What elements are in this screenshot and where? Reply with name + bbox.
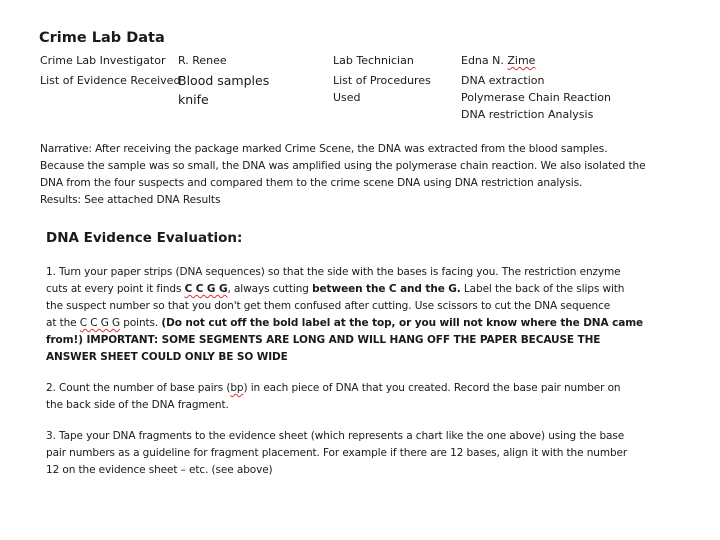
- procedure-item: Polymerase Chain Reaction: [461, 91, 611, 104]
- procedures-label-cont: Used: [333, 91, 361, 104]
- text: Label the back of the slips with: [460, 283, 625, 295]
- evaluation-title: DNA Evidence Evaluation:: [46, 230, 243, 246]
- evidence-item: Blood samples: [178, 73, 270, 88]
- emphasis: (Do not cut off the bold label at the top, or you will not know where the DNA came: [161, 317, 644, 329]
- investigator-name: R. Renee: [178, 54, 227, 67]
- text: 2. Count the number of base pairs (: [46, 382, 231, 394]
- step3-line: pair numbers as a guideline for fragment placement. For example if there are 12 bases, align it with the number: [46, 447, 628, 459]
- evaluation-steps: [46, 264, 646, 479]
- step2-line: [46, 380, 646, 397]
- narrative: [40, 141, 646, 209]
- bp-abbrev: bp: [230, 382, 244, 394]
- narrative-line: DNA from the four suspects and compared them to the crime scene DNA using DNA restriction analysis.: [40, 177, 583, 189]
- step1-line: the suspect number so that you don't get them confused after cutting. Use scissors to cut the DNA sequence: [46, 300, 611, 312]
- text: points.: [120, 317, 162, 329]
- ccgg-sequence: C C G G: [184, 283, 228, 295]
- step3-line: 12 on the evidence sheet – etc. (see above): [46, 464, 273, 476]
- step1-line: [46, 332, 646, 349]
- text: at the: [46, 317, 80, 329]
- technician-label: Lab Technician: [333, 54, 414, 67]
- step3-line: 3. Tape your DNA fragments to the evidence sheet (which represents a chart like the one above) using the base: [46, 430, 625, 442]
- text: ) in each piece of DNA that you created. Record the base pair number on: [243, 382, 621, 394]
- technician-name: [461, 54, 535, 67]
- procedure-item: DNA restriction Analysis: [461, 108, 594, 121]
- ccgg-sequence: C C G G: [79, 317, 121, 329]
- narrative-line: Because the sample was so small, the DNA was amplified using the polymerase chain reaction. We also isolated the: [40, 160, 646, 172]
- spacer: [46, 414, 646, 428]
- evidence-label: List of Evidence Received: [40, 74, 181, 87]
- investigator-label: Crime Lab Investigator: [40, 54, 166, 67]
- procedures-label: List of Procedures: [333, 74, 431, 87]
- technician-last-name: Zime: [507, 54, 536, 67]
- emphasis: between the C and the G.: [312, 283, 461, 295]
- text: , always cutting: [227, 283, 313, 295]
- text: cuts at every point it finds: [46, 283, 185, 295]
- narrative-line: Narrative: After receiving the package marked Crime Scene, the DNA was extracted from the blood samples.: [40, 143, 608, 155]
- emphasis: from!) IMPORTANT: SOME SEGMENTS ARE LONG AND WILL HANG OFF THE PAPER BECAUSE THE: [46, 334, 601, 346]
- emphasis: ANSWER SHEET COULD ONLY BE SO WIDE: [46, 351, 288, 363]
- page-title: Crime Lab Data: [39, 30, 165, 46]
- technician-first-name: Edna N.: [461, 54, 508, 67]
- step1-line: [46, 281, 646, 298]
- step2-line: the back side of the DNA fragment.: [46, 399, 229, 411]
- step1-line: [46, 349, 646, 366]
- step1-line: 1. Turn your paper strips (DNA sequences) so that the side with the bases is facing you. The restriction enzyme: [46, 266, 621, 278]
- step1-line: [46, 315, 646, 332]
- results-line: Results: See attached DNA Results: [40, 194, 221, 206]
- evidence-item: knife: [178, 92, 209, 107]
- spacer: [46, 366, 646, 380]
- procedure-item: DNA extraction: [461, 74, 545, 87]
